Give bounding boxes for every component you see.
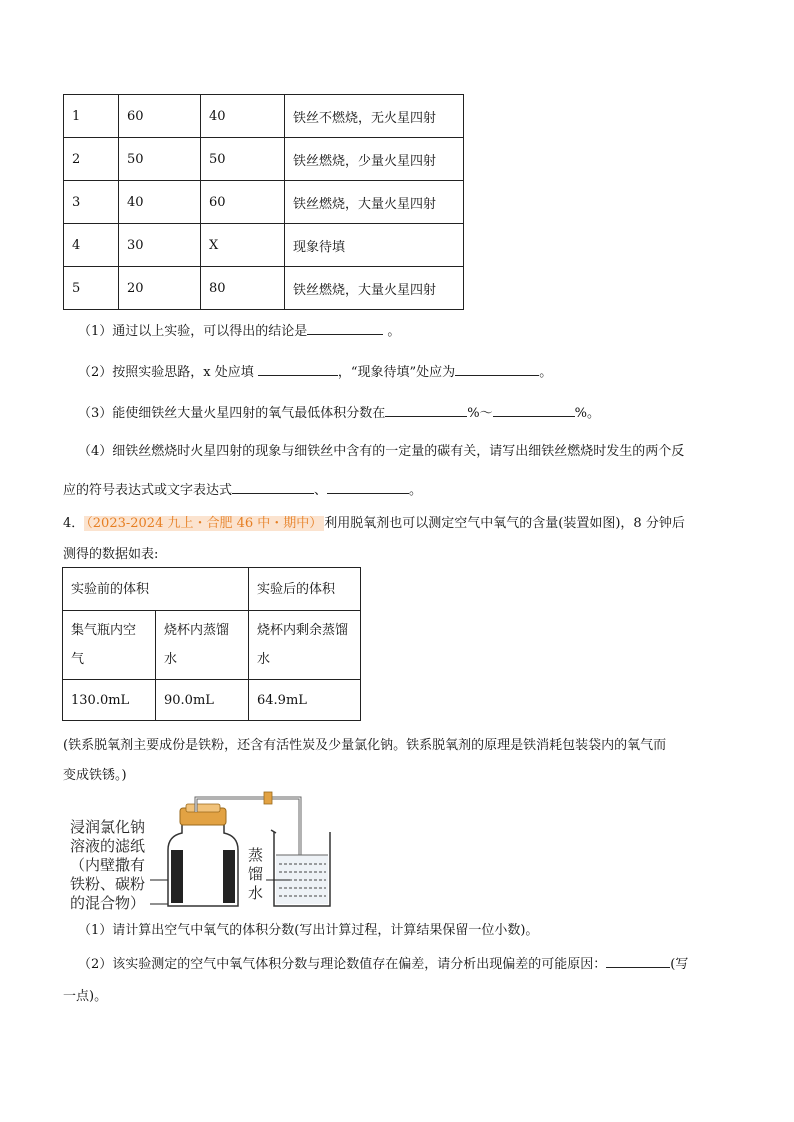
table-cell: 60: [201, 181, 285, 224]
answer-blank[interactable]: [307, 321, 383, 335]
table-row: [63, 680, 361, 721]
table-cell: 40: [201, 95, 285, 138]
table-cell: X: [201, 224, 285, 267]
filter-paper-left: [171, 850, 183, 903]
col-remaining-water: 烧杯内剩余蒸馏 水: [249, 611, 361, 680]
answer-blank[interactable]: [385, 403, 467, 417]
q4-sub1: （1）请计算出空气中氧气的体积分数(写出计算过程，计算结果保留一位小数)。: [78, 923, 539, 938]
q3-part4: [78, 440, 684, 459]
header-after: 实验后的体积: [249, 568, 361, 611]
volume-data-table: [62, 567, 361, 721]
answer-blank[interactable]: [606, 954, 670, 968]
q3-part1-text: （1）通过以上实验，可以得出的结论是: [78, 324, 308, 339]
apparatus-diagram: [0, 780, 360, 915]
table-cell: 铁丝不燃烧，无火星四射: [285, 95, 464, 138]
table-cell: 3: [64, 181, 119, 224]
filter-paper-label: 浸润氯化钠 溶液的滤纸 （内壁撒有 铁粉、碳粉 的混合物）: [70, 818, 146, 912]
table-cell: 20: [119, 267, 201, 310]
iron-wire-experiment-table: [63, 94, 464, 310]
q3-part2: （2）按照实验思路，x 处应填 ，“现象待填”处应为 。: [78, 361, 552, 380]
table-cell: 50: [201, 138, 285, 181]
table-row: [63, 611, 361, 680]
answer-blank[interactable]: [455, 362, 539, 376]
table-cell: 4: [64, 224, 119, 267]
note-line1: (铁系脱氧剂主要成份是铁粉，还含有活性炭及少量氯化钠。铁系脱氧剂的原理是铁消耗包装袋内的氧气而: [63, 738, 667, 753]
table-cell: 40: [119, 181, 201, 224]
table-cell: 64.9mL: [249, 680, 361, 721]
note-line2: 变成铁锈。): [63, 768, 127, 783]
table-cell: 80: [201, 267, 285, 310]
table-cell: 铁丝燃烧，大量火星四射: [285, 181, 464, 224]
table-cell: 5: [64, 267, 119, 310]
filter-paper-right: [223, 850, 235, 903]
table-row: [64, 267, 464, 310]
table-row: [64, 224, 464, 267]
spring-clamp: [264, 792, 272, 804]
q3-part3-text: （3）能使细铁丝大量火星四射的氧气最低体积分数在: [78, 406, 386, 421]
table-cell: 30: [119, 224, 201, 267]
q3-part4-cont: 应的符号表达式或文字表达式 、 。: [63, 479, 422, 498]
answer-blank[interactable]: [327, 480, 409, 494]
header-before: 实验前的体积: [63, 568, 249, 611]
stopper-top: [186, 804, 220, 812]
table-cell: 2: [64, 138, 119, 181]
table-cell: 60: [119, 95, 201, 138]
answer-blank[interactable]: [232, 480, 314, 494]
table-cell: 铁丝燃烧，少量火星四射: [285, 138, 464, 181]
source-tag: （2023-2024 九上・合肥 46 中・期中）: [86, 516, 323, 531]
col-bottle-air: 集气瓶内空 气: [63, 611, 156, 680]
q4-sub2: （2）该实验测定的空气中氧气体积分数与理论数值存在偏差，请分析出现偏差的可能原因： (写: [78, 953, 688, 972]
table-row: [63, 568, 361, 611]
q4-sub2-cont: 一点)。: [63, 989, 108, 1004]
q3-part4-text: （4）细铁丝燃烧时火星四射的现象与细铁丝中含有的一定量的碳有关，请写出细铁丝燃烧时发生的两个反: [78, 444, 685, 459]
table-cell: 130.0mL: [63, 680, 156, 721]
q4-stem-cont: 测得的数据如表:: [63, 547, 159, 562]
q3-part2-text: （2）按照实验思路，x 处应填: [78, 365, 254, 380]
table-cell: 50: [119, 138, 201, 181]
table-row: [64, 95, 464, 138]
answer-blank[interactable]: [493, 403, 575, 417]
distilled-water-label: 蒸 馏 水: [248, 846, 264, 902]
q3-part3: （3）能使细铁丝大量火星四射的氧气最低体积分数在 %～ %。: [78, 402, 600, 421]
q3-part1: （1）通过以上实验，可以得出的结论是 。: [78, 320, 400, 339]
table-cell: 1: [64, 95, 119, 138]
answer-blank[interactable]: [258, 362, 338, 376]
question-number: 4．: [63, 516, 85, 531]
table-cell: 铁丝燃烧，大量火星四射: [285, 267, 464, 310]
table-cell: 现象待填: [285, 224, 464, 267]
table-cell: 90.0mL: [156, 680, 249, 721]
table-row: [64, 138, 464, 181]
table-row: [64, 181, 464, 224]
col-beaker-water: 烧杯内蒸馏 水: [156, 611, 249, 680]
q4-stem: 4． （2023-2024 九上・合肥 46 中・期中） 利用脱氧剂也可以测定空气中氧气的含量(装置如图)，8 分钟后: [63, 516, 685, 531]
